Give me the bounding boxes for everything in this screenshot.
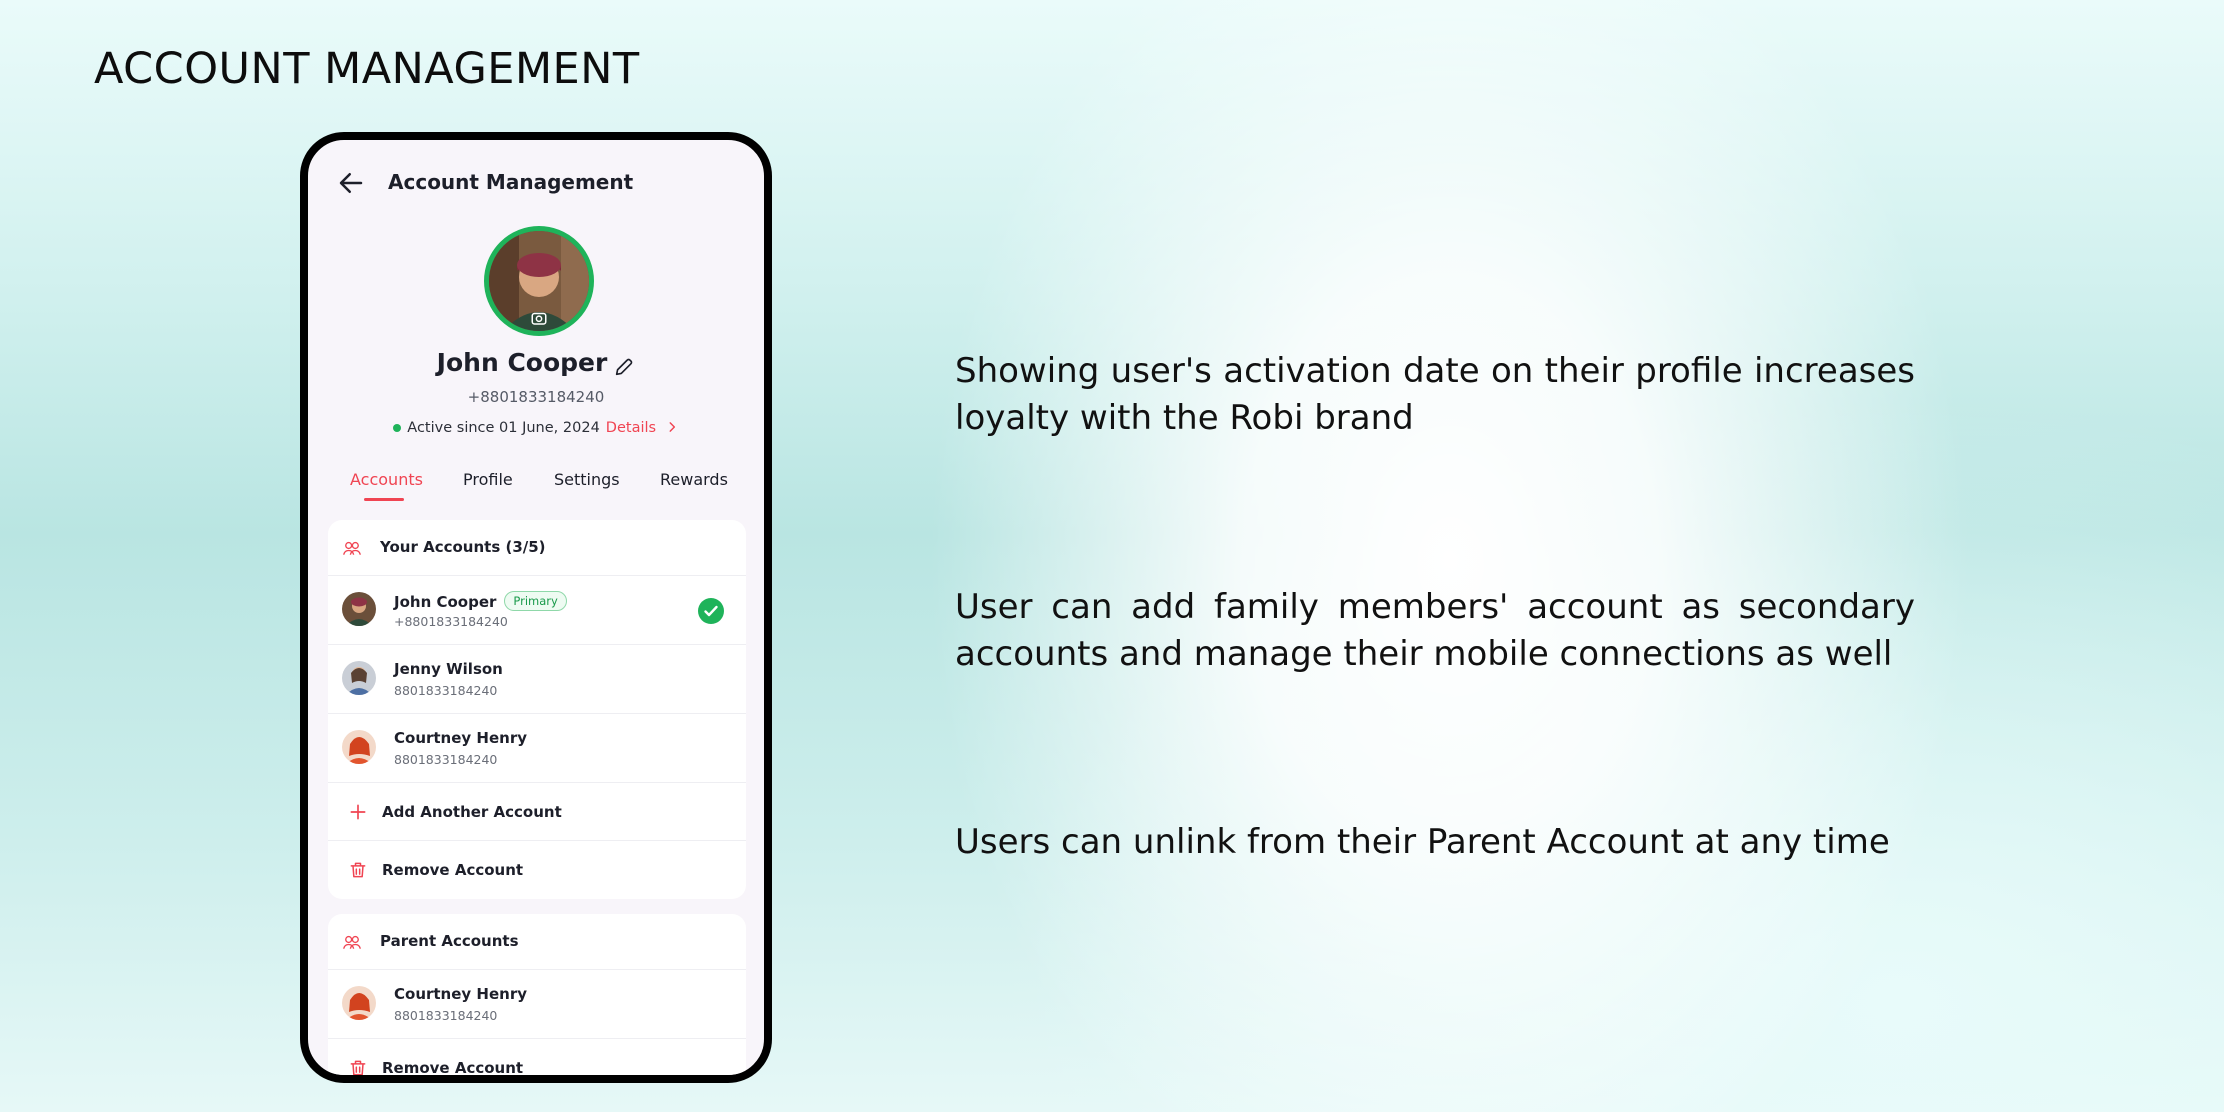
account-row[interactable]: [328, 576, 746, 645]
arrow-left-icon[interactable]: [336, 168, 366, 198]
tab-rewards[interactable]: Rewards: [660, 470, 728, 489]
description-activation: Showing user's activation date on their profile increases loyalty with the Robi brand: [955, 351, 1915, 438]
remove-account-label: Remove Account: [382, 861, 524, 879]
remove-account-button[interactable]: [328, 841, 746, 899]
avatar: [342, 661, 376, 695]
active-since-text: Active since 01 June, 2024: [407, 420, 600, 436]
plus-icon: [348, 802, 368, 822]
app-header: [308, 140, 764, 218]
tab-profile[interactable]: Profile: [463, 470, 513, 489]
account-name: Jenny Wilson: [394, 660, 503, 678]
slide-title: ACCOUNT MANAGEMENT: [94, 44, 640, 94]
your-accounts-title: Your Accounts (3/5): [380, 538, 546, 556]
your-accounts-card: [328, 520, 746, 899]
account-phone: 8801833184240: [394, 683, 498, 698]
account-name: John Cooper: [394, 593, 497, 611]
tab-settings[interactable]: Settings: [554, 470, 620, 489]
users-icon: [342, 932, 362, 952]
account-name: Courtney Henry: [394, 985, 527, 1003]
trash-icon: [348, 1058, 368, 1078]
phone-mockup: [300, 132, 772, 1083]
avatar: [342, 986, 376, 1020]
details-label: Details: [605, 420, 657, 436]
description-unlink: Users can unlink from their Parent Account at any time: [955, 822, 1890, 862]
description-family-accounts: User can add family members' account as secondary accounts and manage their mobile connections as well: [955, 587, 1915, 674]
chevron-right-icon: [665, 420, 679, 434]
add-account-label: Add Another Account: [382, 803, 562, 821]
your-accounts-header: [328, 520, 746, 576]
avatar: [342, 730, 376, 764]
selected-check-icon: [698, 598, 724, 624]
parent-accounts-header: [328, 914, 746, 970]
pencil-icon[interactable]: [613, 356, 635, 378]
account-row[interactable]: [328, 714, 746, 783]
tab-accounts[interactable]: Accounts: [350, 470, 423, 489]
add-account-button[interactable]: [328, 783, 746, 841]
account-name-row: [394, 591, 567, 611]
account-phone: 8801833184240: [394, 1008, 498, 1023]
active-tab-indicator: [364, 498, 404, 501]
profile-name: John Cooper: [436, 348, 608, 377]
account-row[interactable]: [328, 645, 746, 714]
camera-icon[interactable]: [530, 309, 548, 327]
remove-parent-account-button[interactable]: [328, 1039, 746, 1083]
app-title: Account Management: [388, 170, 634, 194]
parent-accounts-title: Parent Accounts: [380, 932, 519, 950]
users-icon: [342, 538, 362, 558]
profile-name-row: [308, 348, 764, 378]
account-phone: +8801833184240: [394, 614, 508, 629]
account-name: Courtney Henry: [394, 729, 527, 747]
parent-account-row[interactable]: [328, 970, 746, 1039]
parent-accounts-card: [328, 914, 746, 1083]
account-phone: 8801833184240: [394, 752, 498, 767]
profile-avatar[interactable]: [484, 226, 594, 336]
primary-badge: Primary: [504, 591, 566, 611]
details-link[interactable]: [606, 420, 679, 436]
tab-bar: [308, 470, 764, 510]
remove-account-label: Remove Account: [382, 1059, 524, 1077]
profile-phone: +8801833184240: [467, 388, 605, 406]
status-dot: [393, 424, 401, 432]
avatar: [342, 592, 376, 626]
active-since-row: [308, 420, 764, 436]
trash-icon: [348, 860, 368, 880]
